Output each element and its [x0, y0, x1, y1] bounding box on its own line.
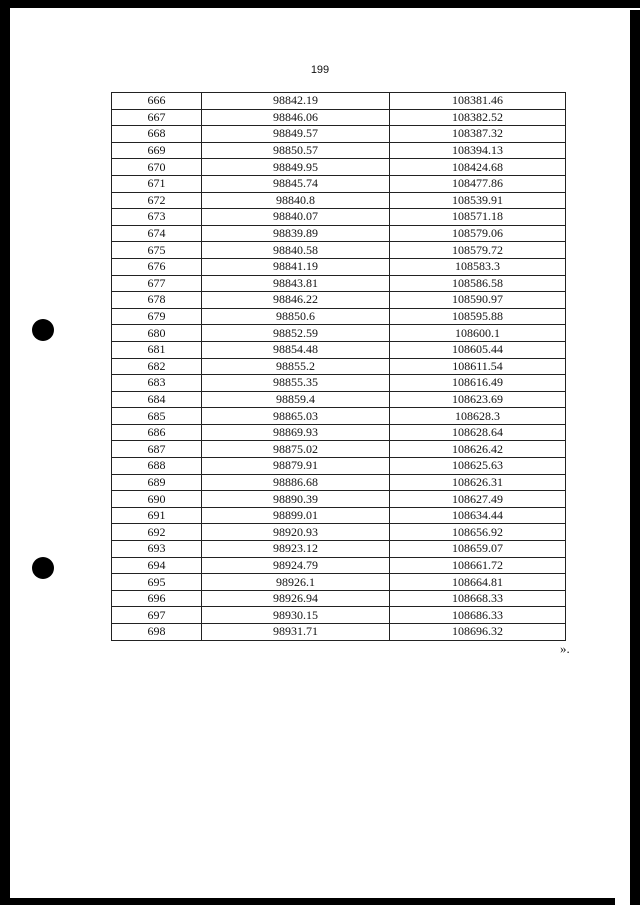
point-number-cell: 686 [112, 424, 202, 441]
y-coordinate-cell: 108616.49 [390, 375, 566, 392]
y-coordinate-cell: 108627.49 [390, 491, 566, 508]
point-number-cell: 695 [112, 574, 202, 591]
table-row [112, 507, 566, 524]
table-row [112, 375, 566, 392]
point-number-cell: 666 [112, 93, 202, 110]
point-number-cell: 678 [112, 292, 202, 309]
table-row [112, 209, 566, 226]
table-row [112, 325, 566, 342]
y-coordinate-cell: 108611.54 [390, 358, 566, 375]
table-row [112, 607, 566, 624]
table-row [112, 557, 566, 574]
x-coordinate-cell: 98926.94 [202, 590, 390, 607]
point-number-cell: 689 [112, 474, 202, 491]
x-coordinate-cell: 98926.1 [202, 574, 390, 591]
x-coordinate-cell: 98841.19 [202, 258, 390, 275]
x-coordinate-cell: 98850.57 [202, 142, 390, 159]
scan-border-left [0, 0, 10, 905]
table-row [112, 524, 566, 541]
y-coordinate-cell: 108623.69 [390, 391, 566, 408]
point-number-cell: 696 [112, 590, 202, 607]
y-coordinate-cell: 108686.33 [390, 607, 566, 624]
table-row [112, 258, 566, 275]
x-coordinate-cell: 98859.4 [202, 391, 390, 408]
table-row [112, 574, 566, 591]
y-coordinate-cell: 108600.1 [390, 325, 566, 342]
y-coordinate-cell: 108626.42 [390, 441, 566, 458]
y-coordinate-cell: 108539.91 [390, 192, 566, 209]
point-number-cell: 676 [112, 258, 202, 275]
table-row [112, 491, 566, 508]
point-number-cell: 668 [112, 126, 202, 143]
y-coordinate-cell: 108628.64 [390, 424, 566, 441]
x-coordinate-cell: 98931.71 [202, 624, 390, 641]
y-coordinate-cell: 108590.97 [390, 292, 566, 309]
punch-hole-bottom [32, 557, 54, 579]
x-coordinate-cell: 98849.95 [202, 159, 390, 176]
point-number-cell: 679 [112, 308, 202, 325]
y-coordinate-cell: 108595.88 [390, 308, 566, 325]
point-number-cell: 688 [112, 458, 202, 475]
point-number-cell: 672 [112, 192, 202, 209]
x-coordinate-cell: 98890.39 [202, 491, 390, 508]
table-row [112, 341, 566, 358]
table-row [112, 474, 566, 491]
point-number-cell: 682 [112, 358, 202, 375]
y-coordinate-cell: 108579.72 [390, 242, 566, 259]
table-row [112, 275, 566, 292]
y-coordinate-cell: 108424.68 [390, 159, 566, 176]
point-number-cell: 667 [112, 109, 202, 126]
y-coordinate-cell: 108381.46 [390, 93, 566, 110]
point-number-cell: 680 [112, 325, 202, 342]
x-coordinate-cell: 98855.35 [202, 375, 390, 392]
table-row [112, 624, 566, 641]
y-coordinate-cell: 108696.32 [390, 624, 566, 641]
table-row [112, 441, 566, 458]
x-coordinate-cell: 98842.19 [202, 93, 390, 110]
x-coordinate-cell: 98845.74 [202, 175, 390, 192]
x-coordinate-cell: 98846.22 [202, 292, 390, 309]
x-coordinate-cell: 98843.81 [202, 275, 390, 292]
table-row [112, 192, 566, 209]
coordinates-table [111, 92, 566, 641]
y-coordinate-cell: 108625.63 [390, 458, 566, 475]
table-row [112, 458, 566, 475]
y-coordinate-cell: 108605.44 [390, 341, 566, 358]
x-coordinate-cell: 98899.01 [202, 507, 390, 524]
point-number-cell: 673 [112, 209, 202, 226]
table-row [112, 308, 566, 325]
point-number-cell: 684 [112, 391, 202, 408]
y-coordinate-cell: 108571.18 [390, 209, 566, 226]
scan-border-bottom [0, 898, 615, 905]
x-coordinate-cell: 98924.79 [202, 557, 390, 574]
table-row [112, 590, 566, 607]
table-row [112, 225, 566, 242]
x-coordinate-cell: 98923.12 [202, 541, 390, 558]
x-coordinate-cell: 98865.03 [202, 408, 390, 425]
x-coordinate-cell: 98920.93 [202, 524, 390, 541]
point-number-cell: 669 [112, 142, 202, 159]
x-coordinate-cell: 98855.2 [202, 358, 390, 375]
point-number-cell: 691 [112, 507, 202, 524]
x-coordinate-cell: 98930.15 [202, 607, 390, 624]
y-coordinate-cell: 108634.44 [390, 507, 566, 524]
y-coordinate-cell: 108583.3 [390, 258, 566, 275]
x-coordinate-cell: 98852.59 [202, 325, 390, 342]
y-coordinate-cell: 108387.32 [390, 126, 566, 143]
x-coordinate-cell: 98869.93 [202, 424, 390, 441]
scan-border-right [630, 10, 640, 905]
y-coordinate-cell: 108586.58 [390, 275, 566, 292]
y-coordinate-cell: 108659.07 [390, 541, 566, 558]
point-number-cell: 693 [112, 541, 202, 558]
closing-quote-mark: ». [560, 641, 570, 656]
point-number-cell: 675 [112, 242, 202, 259]
x-coordinate-cell: 98854.48 [202, 341, 390, 358]
table-row [112, 126, 566, 143]
x-coordinate-cell: 98840.07 [202, 209, 390, 226]
point-number-cell: 683 [112, 375, 202, 392]
y-coordinate-cell: 108668.33 [390, 590, 566, 607]
x-coordinate-cell: 98840.8 [202, 192, 390, 209]
y-coordinate-cell: 108394.13 [390, 142, 566, 159]
y-coordinate-cell: 108656.92 [390, 524, 566, 541]
y-coordinate-cell: 108579.06 [390, 225, 566, 242]
y-coordinate-cell: 108664.81 [390, 574, 566, 591]
table-row [112, 541, 566, 558]
scan-border-top [0, 0, 640, 8]
y-coordinate-cell: 108477.86 [390, 175, 566, 192]
point-number-cell: 690 [112, 491, 202, 508]
x-coordinate-cell: 98839.89 [202, 225, 390, 242]
x-coordinate-cell: 98840.58 [202, 242, 390, 259]
x-coordinate-cell: 98886.68 [202, 474, 390, 491]
point-number-cell: 697 [112, 607, 202, 624]
table-row [112, 175, 566, 192]
table-row [112, 242, 566, 259]
y-coordinate-cell: 108661.72 [390, 557, 566, 574]
x-coordinate-cell: 98846.06 [202, 109, 390, 126]
punch-hole-top [32, 319, 54, 341]
point-number-cell: 694 [112, 557, 202, 574]
y-coordinate-cell: 108626.31 [390, 474, 566, 491]
point-number-cell: 670 [112, 159, 202, 176]
table-row [112, 358, 566, 375]
table-row [112, 424, 566, 441]
point-number-cell: 677 [112, 275, 202, 292]
table-row [112, 292, 566, 309]
y-coordinate-cell: 108382.52 [390, 109, 566, 126]
point-number-cell: 698 [112, 624, 202, 641]
point-number-cell: 674 [112, 225, 202, 242]
y-coordinate-cell: 108628.3 [390, 408, 566, 425]
x-coordinate-cell: 98875.02 [202, 441, 390, 458]
point-number-cell: 681 [112, 341, 202, 358]
coordinates-table-body [112, 93, 566, 641]
table-row [112, 159, 566, 176]
table-row [112, 93, 566, 110]
page-number: 199 [310, 64, 330, 76]
table-row [112, 142, 566, 159]
point-number-cell: 692 [112, 524, 202, 541]
point-number-cell: 687 [112, 441, 202, 458]
table-row [112, 109, 566, 126]
table-row [112, 408, 566, 425]
x-coordinate-cell: 98879.91 [202, 458, 390, 475]
x-coordinate-cell: 98850.6 [202, 308, 390, 325]
table-row [112, 391, 566, 408]
point-number-cell: 671 [112, 175, 202, 192]
x-coordinate-cell: 98849.57 [202, 126, 390, 143]
point-number-cell: 685 [112, 408, 202, 425]
